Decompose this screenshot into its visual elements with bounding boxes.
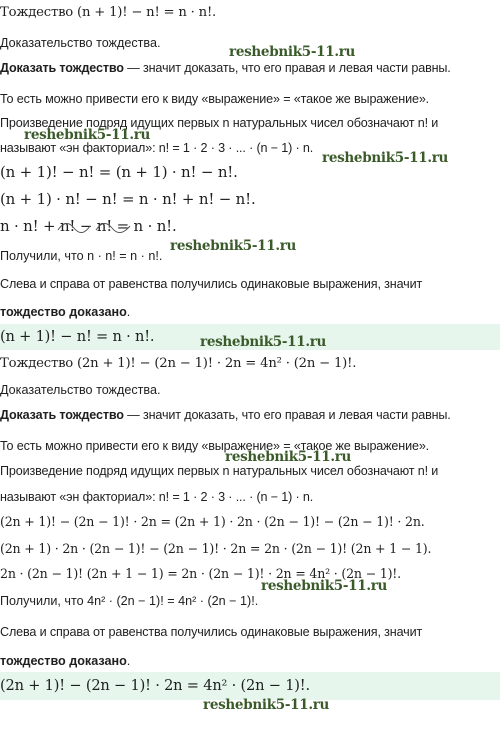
result-line-1: Получили, что n · n! = n · n!. xyxy=(0,249,163,263)
equation-1-3: n · n! + n! − n! = n · n!. xyxy=(0,217,177,235)
watermark: reshebnik5-11.ru xyxy=(225,449,352,465)
factorial-line-2: называют «эн факториал»: n! = 1 · 2 · 3 · ... · (n − 1) · n. xyxy=(0,490,314,504)
answer-box-1: (n + 1)! − n! = n · n!. xyxy=(0,324,500,350)
product-line-1: Произведение подряд идущих первых n натуральных чисел обозначают n! и xyxy=(0,116,439,130)
proved-bold: тождество доказано xyxy=(0,305,127,319)
factorial-line-1: называют «эн факториал»: n! = 1 · 2 · 3 · ... · (n − 1) · n. xyxy=(0,141,314,155)
equation-2-1: (2n + 1)! − (2n − 1)! · 2n = (2n + 1) · 2n · (2n − 1)! − (2n − 1)! · 2n. xyxy=(0,514,425,529)
watermark: reshebnik5-11.ru xyxy=(322,150,449,166)
watermark: reshebnik5-11.ru xyxy=(229,44,356,60)
watermark: reshebnik5-11.ru xyxy=(261,578,388,594)
strikethrough-scribble xyxy=(56,216,136,236)
watermark: reshebnik5-11.ru xyxy=(24,127,151,143)
definition-line-1 xyxy=(0,59,451,77)
proof-label-2: Доказательство тождества. xyxy=(0,383,161,397)
equation-1-2: (n + 1) · n! − n! = n · n! + n! − n!. xyxy=(0,190,256,208)
proof-label-1: Доказательство тождества. xyxy=(0,36,161,50)
identity-title-2 xyxy=(0,354,356,373)
definition-bold: Доказать тождество xyxy=(0,61,124,75)
equation-2-3: 2n · (2n − 1)! (2n + 1 − 1) = 2n · (2n − 1)! · 2n = 4n² · (2n − 1)!. xyxy=(0,566,401,581)
proved-line-1: тождество доказано. xyxy=(0,305,131,319)
product-line-2: Произведение подряд идущих первых n натуральных чисел обозначают n! и xyxy=(0,464,439,478)
answer-box-2: (2n + 1)! − (2n − 1)! · 2n = 4n² · (2n − 1)!. xyxy=(0,672,500,700)
equation-1-1: (n + 1)! − n! = (n + 1) · n! − n!. xyxy=(0,163,238,181)
conclusion-line-2: Слева и справа от равенства получились одинаковые выражения, значит xyxy=(0,625,423,639)
identity-formula: Тождество (n + 1)! − n! = n · n!. xyxy=(0,5,217,20)
proved-bold: тождество доказано xyxy=(0,654,127,668)
identity-title-1 xyxy=(0,3,216,22)
watermark: reshebnik5-11.ru xyxy=(203,697,330,713)
conclusion-line-1: Слева и справа от равенства получились одинаковые выражения, значит xyxy=(0,277,423,291)
watermark: reshebnik5-11.ru xyxy=(170,238,297,254)
identity-formula: Тождество (2n + 1)! − (2n − 1)! · 2n = 4n² · (2n − 1)!. xyxy=(0,356,357,371)
definition-line-2 xyxy=(0,406,451,424)
equation-2-2: (2n + 1) · 2n · (2n − 1)! − (2n − 1)! · 2n = 2n · (2n − 1)! (2n + 1 − 1). xyxy=(0,541,432,556)
definition-bold: Доказать тождество xyxy=(0,408,124,422)
form-line-1: То есть можно привести его к виду «выражение» = «такое же выражение». xyxy=(0,92,430,106)
form-line-2: То есть можно привести его к виду «выражение» = «такое же выражение». xyxy=(0,439,430,453)
proved-line-2: тождество доказано. xyxy=(0,654,131,668)
definition-rest: — значит доказать, что его правая и левая части равны. xyxy=(123,61,451,75)
result-line-2: Получили, что 4n² · (2n − 1)! = 4n² · (2n − 1)!. xyxy=(0,594,259,608)
watermark: reshebnik5-11.ru xyxy=(200,334,327,350)
definition-rest: — значит доказать, что его правая и левая части равны. xyxy=(123,408,451,422)
